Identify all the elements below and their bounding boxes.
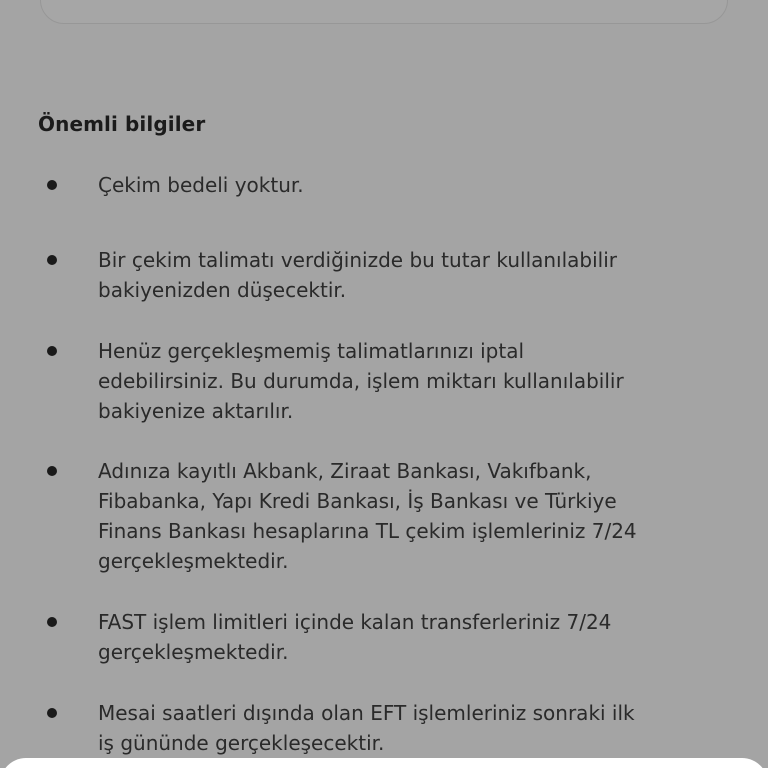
section-title: Önemli bilgiler bbox=[38, 112, 206, 136]
list-item-text: FAST işlem limitleri içinde kalan transferleriniz 7/24 gerçekleşmektedir. bbox=[98, 610, 612, 664]
bullet-icon bbox=[47, 180, 57, 190]
list-item-text: Adınıza kayıtlı Akbank, Ziraat Bankası, Vakıfbank, Fibabanka, Yapı Kredi Bankası, İş Bankası ve Türkiye Finans Bankası hesaplarına TL çekim işlemleriniz 7/24 gerçekleşmektedir. bbox=[98, 459, 637, 573]
list-item-text: Mesai saatleri dışında olan EFT işlemleriniz sonraki ilk iş gününde gerçekleşecektir. bbox=[98, 701, 635, 755]
bottom-sheet[interactable] bbox=[0, 758, 768, 768]
bullet-icon bbox=[47, 466, 57, 476]
bullet-icon bbox=[47, 708, 57, 718]
top-card bbox=[40, 0, 728, 24]
bullet-icon bbox=[47, 617, 57, 627]
list-item-text: Çekim bedeli yoktur. bbox=[98, 173, 304, 197]
bullet-icon bbox=[47, 346, 57, 356]
list-item-text: Henüz gerçekleşmemiş talimatlarınızı iptal edebilirsiniz. Bu durumda, işlem miktarı kullanılabilir bakiyenize aktarılır. bbox=[98, 339, 624, 423]
bullet-icon bbox=[47, 255, 57, 265]
list-item-text: Bir çekim talimatı verdiğinizde bu tutar kullanılabilir bakiyenizden düşecektir. bbox=[98, 248, 618, 302]
